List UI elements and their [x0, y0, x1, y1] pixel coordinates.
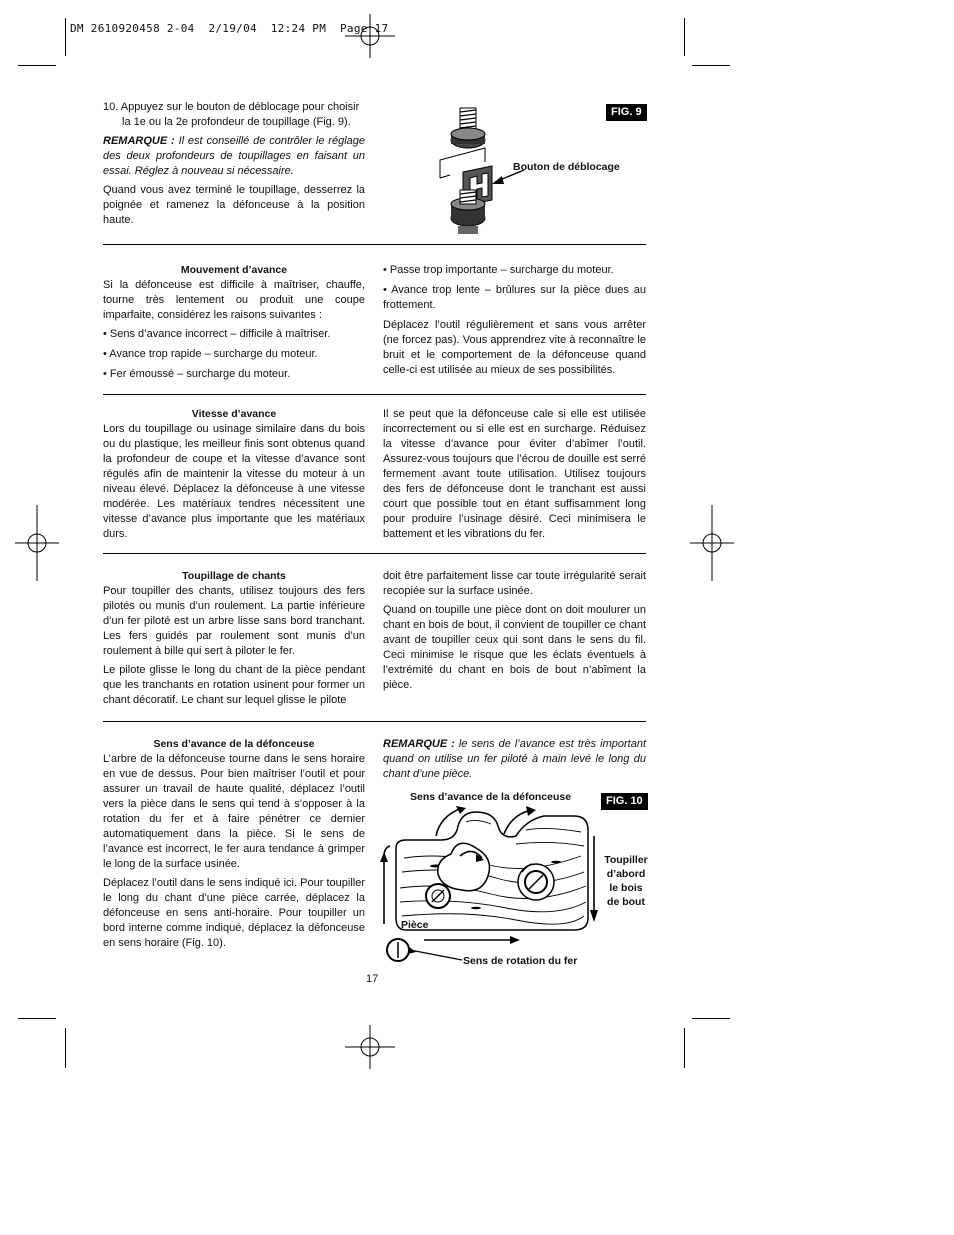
remark-label: REMARQUE : — [383, 738, 455, 750]
feed-direction-left — [103, 737, 365, 955]
endgrain-line: d’abord — [606, 868, 646, 880]
remark-text: le sens de l’avance est très important quand on utilise un fer piloté à main levé le long du chant d’une pièce. — [383, 738, 646, 780]
page-number: 17 — [366, 973, 379, 985]
print-stamp: DM 2610920458 2-04 2/19/04 12:24 PM Page 17 — [70, 22, 389, 35]
feed-movement-heading: Mouvement d’avance — [180, 264, 288, 276]
edge-routing-paragraph-2: Le pilote glisse le long du chant de la pièce pendant que les tranchants en rotation usinent pour former un chant décoratif. Le chant sur lequel glisse le pilote — [103, 664, 365, 706]
fig9-callout: Bouton de déblocage — [513, 161, 620, 173]
feed-speed-paragraph-right: Il se peut que la défonceuse cale si elle est utilisée incorrectement ou si elle est en surcharge. Réduisez la vitesse d’avance pour éviter d’abîmer l’outil. Assurez-vous toujours que l’écrou de douille est serré fermement avant toute utilisation. Utilisez toujours des fers de défonceuse dont le tranchant est aussi court que possible tout en étant suffisamment long pour produire l’usinage désiré. Ceci minimisera le battement et les vibrations du fer. — [383, 408, 646, 540]
feed-direction-paragraph-1: L’arbre de la défonceuse tourne dans le sens horaire en vue de dessus. Pour bien maîtriser l’outil et pour assurer un travail de haute qualité, déplacez l’outil vers la pièce dans le sens qui tend à s’opposer à la rotation du fer et à faire pénétrer ce dernier automatiquement dans la pièce. Si le sens de l’avance est incorrect, le fer aura tendance à grimper le long de la surface usinée. — [103, 753, 365, 870]
endgrain-line: Toupiller — [604, 854, 648, 866]
bullet-item: • Sens d’avance incorrect – difficile à maîtriser. — [103, 328, 331, 340]
registration-mark-right — [690, 505, 734, 581]
section-divider — [103, 394, 646, 395]
bullet-item: • Fer émoussé – surcharge du moteur. — [103, 368, 291, 380]
edge-routing-heading: Toupillage de chants — [182, 570, 286, 582]
remark-text: Il est conseillé de contrôler le réglage des deux profondeurs de toupillages en faisant un essai. Réglez à nouveau si nécessaire. — [103, 135, 365, 177]
feed-speed-left — [103, 407, 365, 546]
bullet-item: • Avance trop lente – brûlures sur la pièce dues au frottement. — [383, 284, 646, 311]
registration-mark-top — [345, 14, 395, 58]
edge-routing-paragraph-3: doit être parfaitement lisse car toute irrégularité serait recopiée sur la surface usinée. — [383, 570, 646, 597]
fig10-label: FIG. 10 — [601, 793, 648, 810]
endgrain-line: de bout — [607, 896, 645, 908]
feed-movement-intro: Si la défonceuse est difficile à maîtriser, chauffe, tourne très lentement ou produit une coupe imparfaite, considérez les raisons suivantes : — [103, 279, 365, 321]
feed-direction-heading: Sens d’avance de la défonceuse — [153, 738, 315, 750]
step-10-line1: 10. Appuyez sur le bouton de déblocage pour choisir — [103, 101, 360, 113]
step-10-block — [103, 100, 365, 232]
registration-mark-left — [15, 505, 59, 581]
feed-speed-heading: Vitesse d’avance — [191, 408, 277, 420]
registration-mark-bottom — [345, 1025, 395, 1069]
feed-direction-right — [383, 737, 646, 786]
step-10-line2: la 1e ou la 2e profondeur de toupillage (Fig. 9). — [122, 116, 351, 128]
section-divider — [103, 553, 646, 554]
fig10-endgrain-note — [604, 853, 648, 909]
fig10-rotation-label: Sens de rotation du fer — [463, 955, 578, 967]
fig10-title: Sens d’avance de la défonceuse — [410, 791, 572, 803]
feed-movement-right — [383, 263, 646, 382]
remark-label: REMARQUE : — [103, 135, 175, 147]
fig9-label: FIG. 9 — [606, 104, 647, 121]
feed-direction-paragraph-2: Déplacez l’outil dans le sens indiqué ici. Pour toupiller le long du chant d’une pièce carrée, déplacez la défonceuse en sens anti-horaire. Pour toupiller un bord interne comme indiqué, déplacez la défonceuse en sens horaire (Fig. 10). — [103, 877, 365, 949]
feed-speed-paragraph: Lors du toupillage ou usinage similaire dans du bois ou du plastique, les meilleur finis sont obtenus quand la profondeur de coupe et la vitesse d’avance sont régulés afin de maintenir la vitesse du moteur à un niveau élevé. Déplacez la défonceuse à une vitesse modérée. Les matériaux tendres nécessitent une vitesse d’avance plus importante que les matériaux durs. — [103, 423, 365, 540]
section-divider — [103, 244, 646, 245]
endgrain-line: le bois — [609, 882, 643, 894]
feed-movement-left — [103, 263, 365, 387]
section-divider — [103, 721, 646, 722]
fig10-illustration — [376, 806, 602, 966]
edge-routing-paragraph-1: Pour toupiller des chants, utilisez toujours des fers pilotés ou munis d’un roulement. La partie inférieure d’un fer piloté est un arbre lisse sans bord tranchant. Les fers guidés par roulement sont munis d’un roulement à bille qui sert à piloter le fer. — [103, 585, 365, 657]
bullet-item: • Avance trop rapide – surcharge du moteur. — [103, 348, 318, 360]
feed-movement-paragraph: Déplacez l’outil régulièrement et sans vous arrêter (ne forcez pas). Vous apprendrez vite à reconnaître le bruit et le comportement de la défonceuse quand celle-ci est utilisée au mieux de ses possibilités. — [383, 319, 646, 376]
finish-paragraph: Quand vous avez terminé le toupillage, desserrez la poignée et ramenez la défonceuse à la position haute. — [103, 184, 365, 226]
fig10-piece-label: Pièce — [401, 919, 429, 931]
edge-routing-right — [383, 569, 646, 697]
edge-routing-paragraph-4: Quand on toupille une pièce dont on doit moulurer un chant en bois de bout, il convient de toupiller ce chant avant de toupiller ceux qui sont dans le sens du fil. Ceci minimise le risque que les éclats éventuels à l’extrémité du chant en bois de bout n’abîment la pièce. — [383, 604, 646, 691]
feed-speed-right — [383, 407, 646, 546]
edge-routing-left — [103, 569, 365, 712]
bullet-item: • Passe trop importante – surcharge du moteur. — [383, 264, 614, 276]
